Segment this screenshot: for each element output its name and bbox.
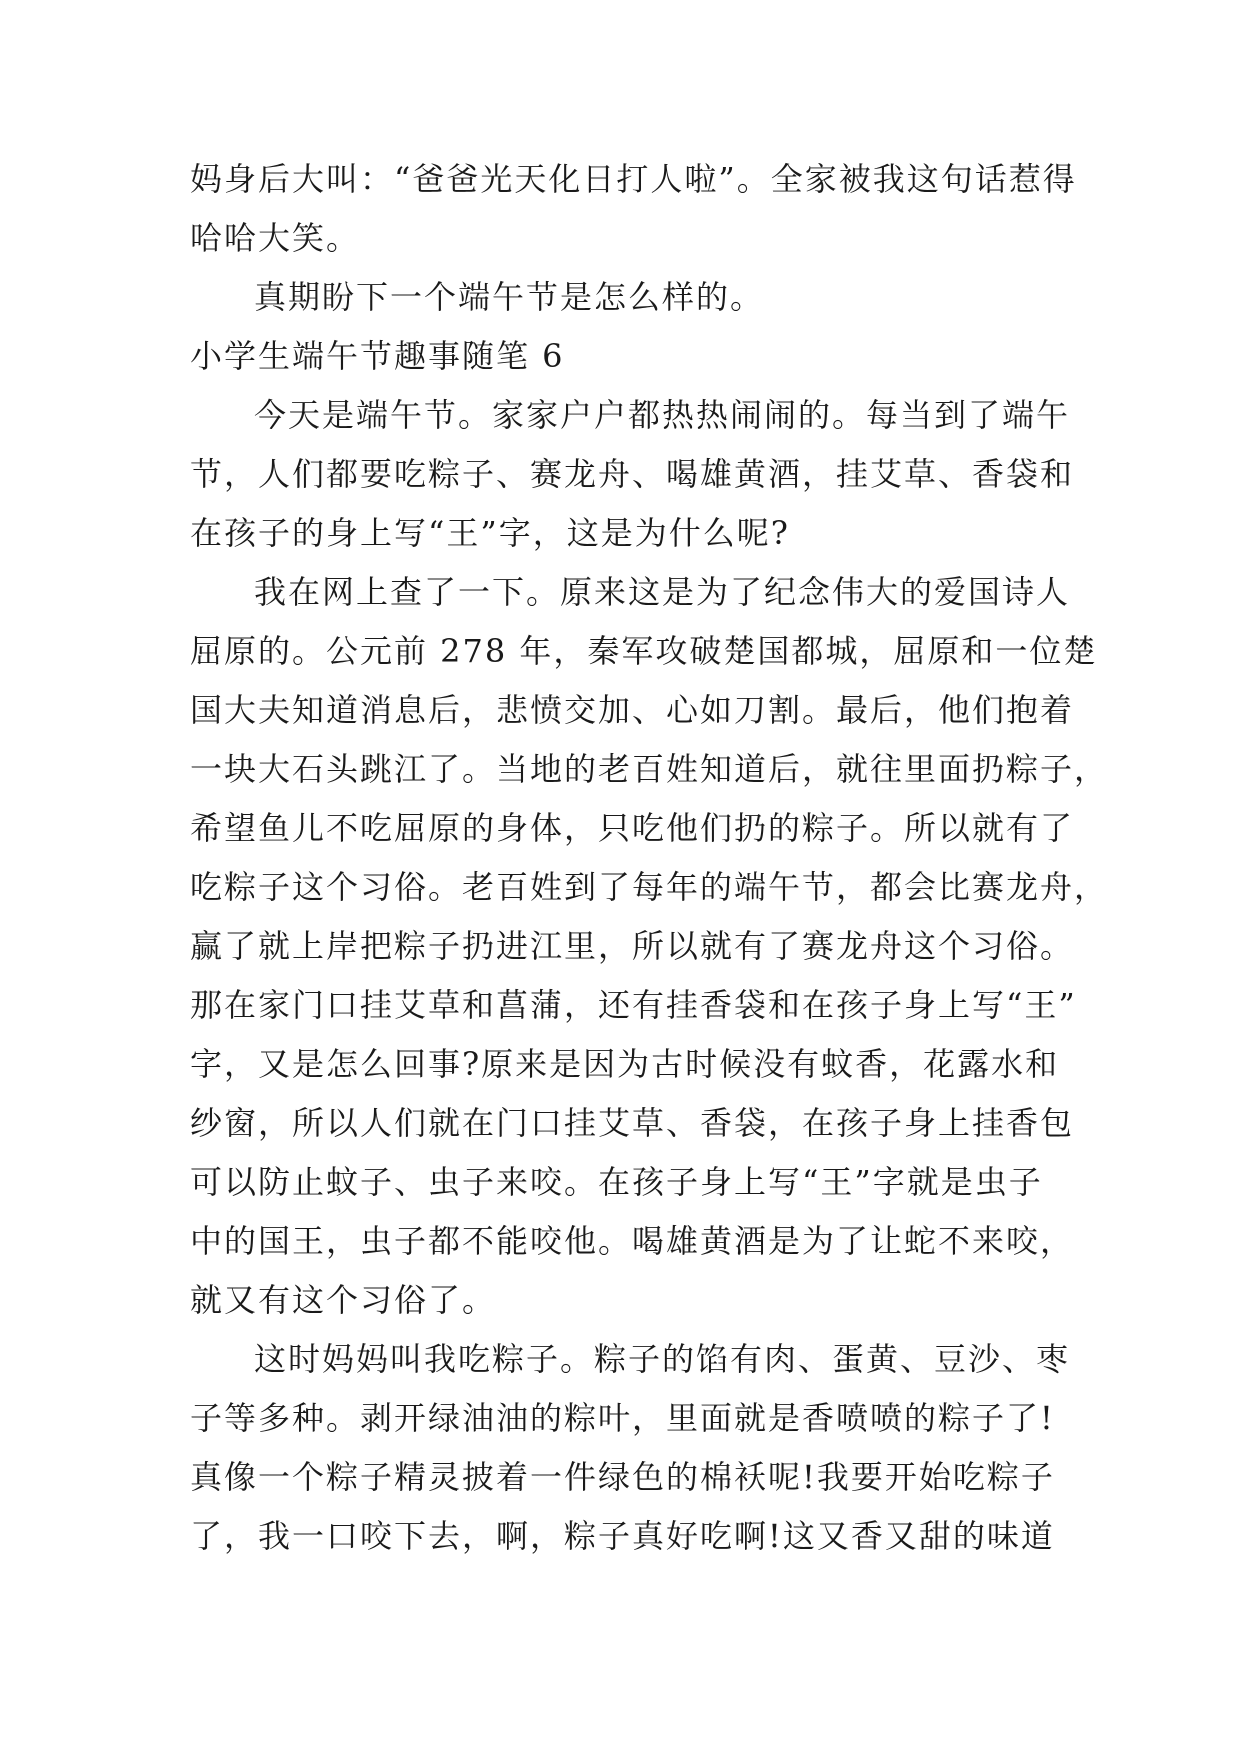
text-line: 真像一个粽子精灵披着一件绿色的棉袄呢!我要开始吃粽子 bbox=[190, 1458, 1055, 1496]
paragraph-2 bbox=[190, 563, 1109, 1330]
paragraph-3 bbox=[190, 1330, 1070, 1566]
text-line: 纱窗，所以人们就在门口挂艾草、香袋，在孩子身上挂香包 bbox=[190, 1104, 1075, 1142]
text-line: 在孩子的身上写“王”字，这是为什么呢? bbox=[190, 514, 790, 552]
paragraph-1 bbox=[190, 386, 1075, 563]
text-line: 我在网上查了一下。原来这是为了纪念伟大的爱国诗人 bbox=[254, 573, 1071, 611]
text-line: 赢了就上岸把粽子扔进江里，所以就有了赛龙舟这个习俗。 bbox=[190, 927, 1075, 965]
text-line: 就又有这个习俗了。 bbox=[190, 1281, 497, 1319]
text-line: 妈身后大叫：“爸爸光天化日打人啦”。全家被我这句话惹得 bbox=[190, 160, 1077, 198]
text-line: 屈原的。公元前 278 年，秦军攻破楚国都城，屈原和一位楚 bbox=[190, 632, 1098, 670]
text-line: 真期盼下一个端午节是怎么样的。 bbox=[254, 278, 765, 316]
text-line: 节，人们都要吃粽子、赛龙舟、喝雄黄酒，挂艾草、香袋和 bbox=[190, 455, 1075, 493]
text-line: 吃粽子这个习俗。老百姓到了每年的端午节，都会比赛龙舟， bbox=[190, 868, 1109, 906]
text-line: 中的国王，虫子都不能咬他。喝雄黄酒是为了让蛇不来咬， bbox=[190, 1222, 1075, 1260]
text-line: 这时妈妈叫我吃粽子。粽子的馅有肉、蛋黄、豆沙、枣 bbox=[254, 1340, 1071, 1378]
document-body bbox=[190, 150, 1109, 1566]
continuation-paragraph bbox=[190, 150, 1077, 268]
text-line: 了，我一口咬下去，啊，粽子真好吃啊!这又香又甜的味道 bbox=[190, 1517, 1055, 1555]
section-title: 小学生端午节趣事随笔 6 bbox=[190, 337, 565, 375]
text-line: 字，又是怎么回事?原来是因为古时候没有蚊香，花露水和 bbox=[190, 1045, 1060, 1083]
text-line: 哈哈大笑。 bbox=[190, 219, 361, 257]
text-line: 今天是端午节。家家户户都热热闹闹的。每当到了端午 bbox=[254, 396, 1071, 434]
text-line: 可以防止蚊子、虫子来咬。在孩子身上写“王”字就是虫子 bbox=[190, 1163, 1043, 1201]
text-line: 希望鱼儿不吃屈原的身体，只吃他们扔的粽子。所以就有了 bbox=[190, 809, 1075, 847]
text-line: 国大夫知道消息后，悲愤交加、心如刀割。最后，他们抱着 bbox=[190, 691, 1075, 729]
text-line: 那在家门口挂艾草和菖蒲，还有挂香袋和在孩子身上写“王” bbox=[190, 986, 1077, 1024]
closing-paragraph bbox=[190, 268, 1070, 327]
text-line: 一块大石头跳江了。当地的老百姓知道后，就往里面扔粽子， bbox=[190, 750, 1109, 788]
text-line: 子等多种。剥开绿油油的粽叶，里面就是香喷喷的粽子了! bbox=[190, 1399, 1055, 1437]
